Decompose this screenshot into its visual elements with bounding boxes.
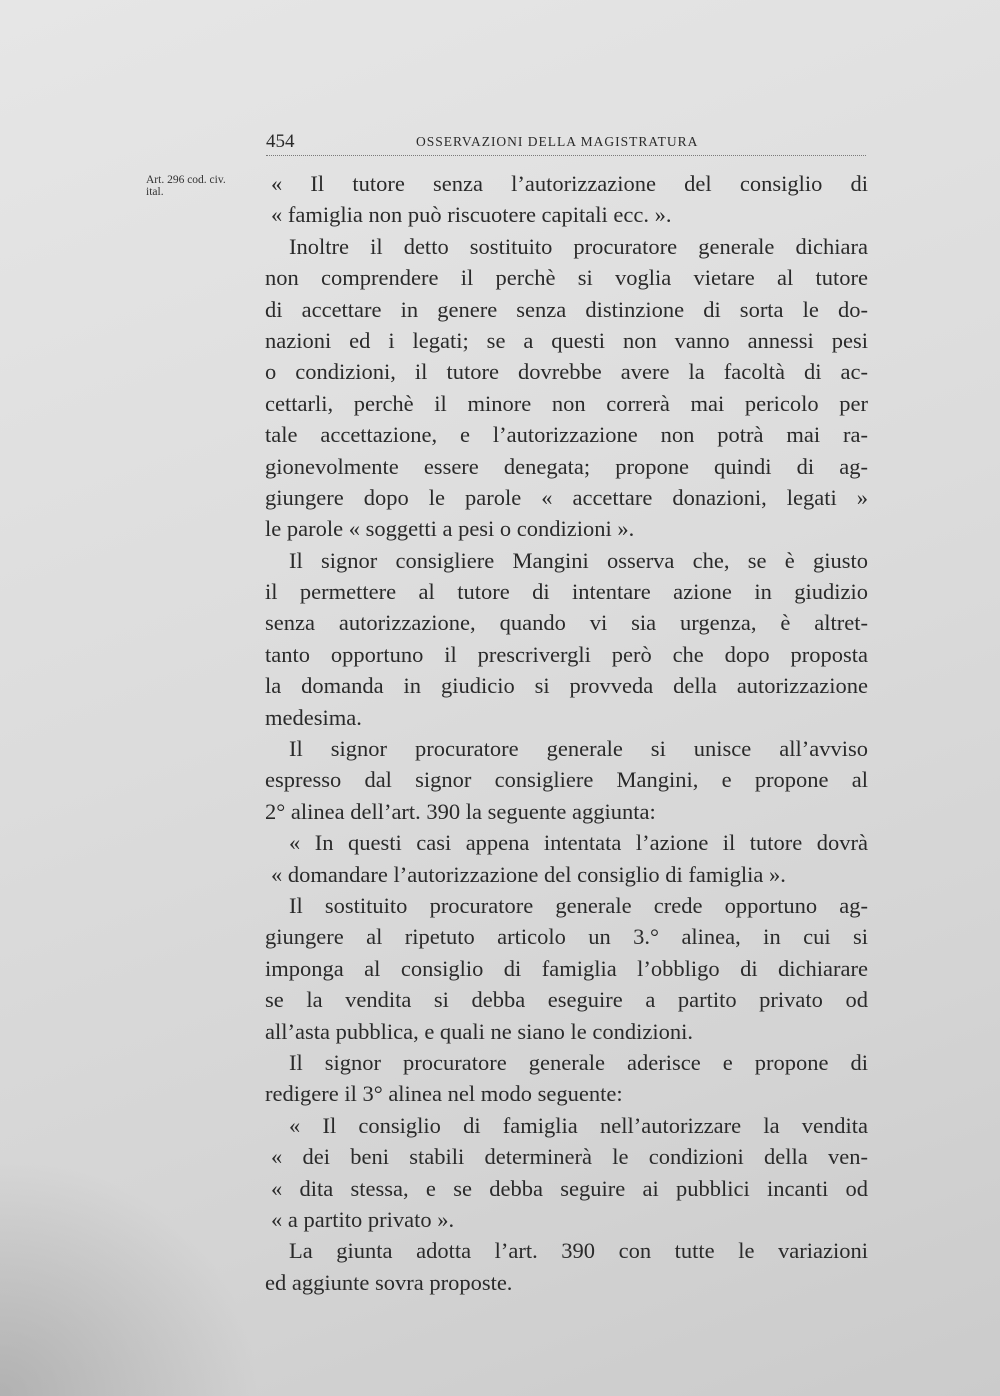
text-line: « In questi casi appena intentata l’azione il tutore dovrà (289, 830, 868, 856)
text-line: Inoltre il detto sostituito procuratore generale dichiara (289, 233, 868, 259)
text-line: giungere al ripetuto articolo un 3.° alinea, in cui si (265, 924, 868, 950)
text-line: « dita stessa, e se debba seguire ai pubblici incanti od (271, 1175, 868, 1201)
text-line: « Il tutore senza l’autorizzazione del consiglio di (271, 171, 868, 196)
text-line: redigere il 3° alinea nel modo seguente: (265, 1081, 623, 1107)
text-line: La giunta adotta l’art. 390 con tutte le variazioni (289, 1238, 868, 1264)
text-line: ed aggiunte sovra proposte. (265, 1269, 513, 1295)
text-line: « domandare l’autorizzazione del consiglio di famiglia ». (271, 861, 786, 887)
page-shadow (0, 1156, 260, 1396)
text-line: cettarli, perchè il minore non correrà mai pericolo per (265, 390, 868, 416)
text-line: le parole « soggetti a pesi o condizioni ». (265, 516, 635, 542)
text-line: « a partito privato ». (271, 1206, 455, 1232)
text-line: 2° alinea dell’art. 390 la seguente aggiunta: (265, 798, 656, 824)
text-line: « Il consiglio di famiglia nell’autorizzare la vendita (289, 1112, 868, 1138)
text-line: nazioni ed i legati; se a questi non vanno annessi pesi (265, 327, 868, 353)
text-line: se la vendita si debba eseguire a partito privato od (265, 987, 868, 1013)
text-line: espresso dal signor consigliere Mangini, e propone al (265, 767, 868, 793)
margin-note-line: Art. 296 cod. civ. (146, 174, 226, 186)
text-line: Il signor consigliere Mangini osserva che, se è giusto (289, 547, 868, 573)
text-line: il permettere al tutore di intentare azione in giudizio (265, 579, 868, 605)
text-line: tale accettazione, e l’autorizzazione non potrà mai ra- (265, 422, 868, 448)
text-line: la domanda in giudicio si provveda della autorizzazione (265, 673, 868, 699)
text-line: tanto opportuno il prescrivergli però che dopo proposta (265, 641, 868, 667)
page-number: 454 (266, 131, 295, 152)
text-line: « dei beni stabili determinerà le condizioni della ven- (271, 1144, 868, 1170)
text-line: giungere dopo le parole « accettare donazioni, legati » (265, 484, 868, 510)
body-text (265, 168, 868, 1298)
text-line: Il signor procuratore generale si unisce all’avviso (289, 736, 868, 762)
text-line: Il signor procuratore generale aderisce e propone di (289, 1049, 868, 1075)
text-line: di accettare in genere senza distinzione di sorta le do- (265, 296, 868, 322)
page-header (266, 131, 866, 156)
text-line: senza autorizzazione, quando vi sia urgenza, è altret- (265, 610, 868, 636)
text-line: gionevolmente essere denegata; propone quindi di ag- (265, 453, 868, 479)
text-line: « famiglia non può riscuotere capitali ecc. ». (271, 202, 672, 228)
text-line: imponga al consiglio di famiglia l’obbligo di dichiarare (265, 955, 868, 981)
text-line: all’asta pubblica, e quali ne siano le condizioni. (265, 1018, 693, 1044)
text-line: Il sostituito procuratore generale crede opportuno ag- (289, 892, 868, 918)
margin-note (146, 174, 258, 198)
margin-note-line: ital. (146, 186, 164, 198)
text-line: medesima. (265, 704, 362, 730)
running-title: OSSERVAZIONI DELLA MAGISTRATURA (416, 134, 699, 149)
text-line: o condizioni, il tutore dovrebbe avere la facoltà di ac- (265, 359, 868, 385)
text-line: non comprendere il perchè si voglia vietare al tutore (265, 265, 868, 291)
